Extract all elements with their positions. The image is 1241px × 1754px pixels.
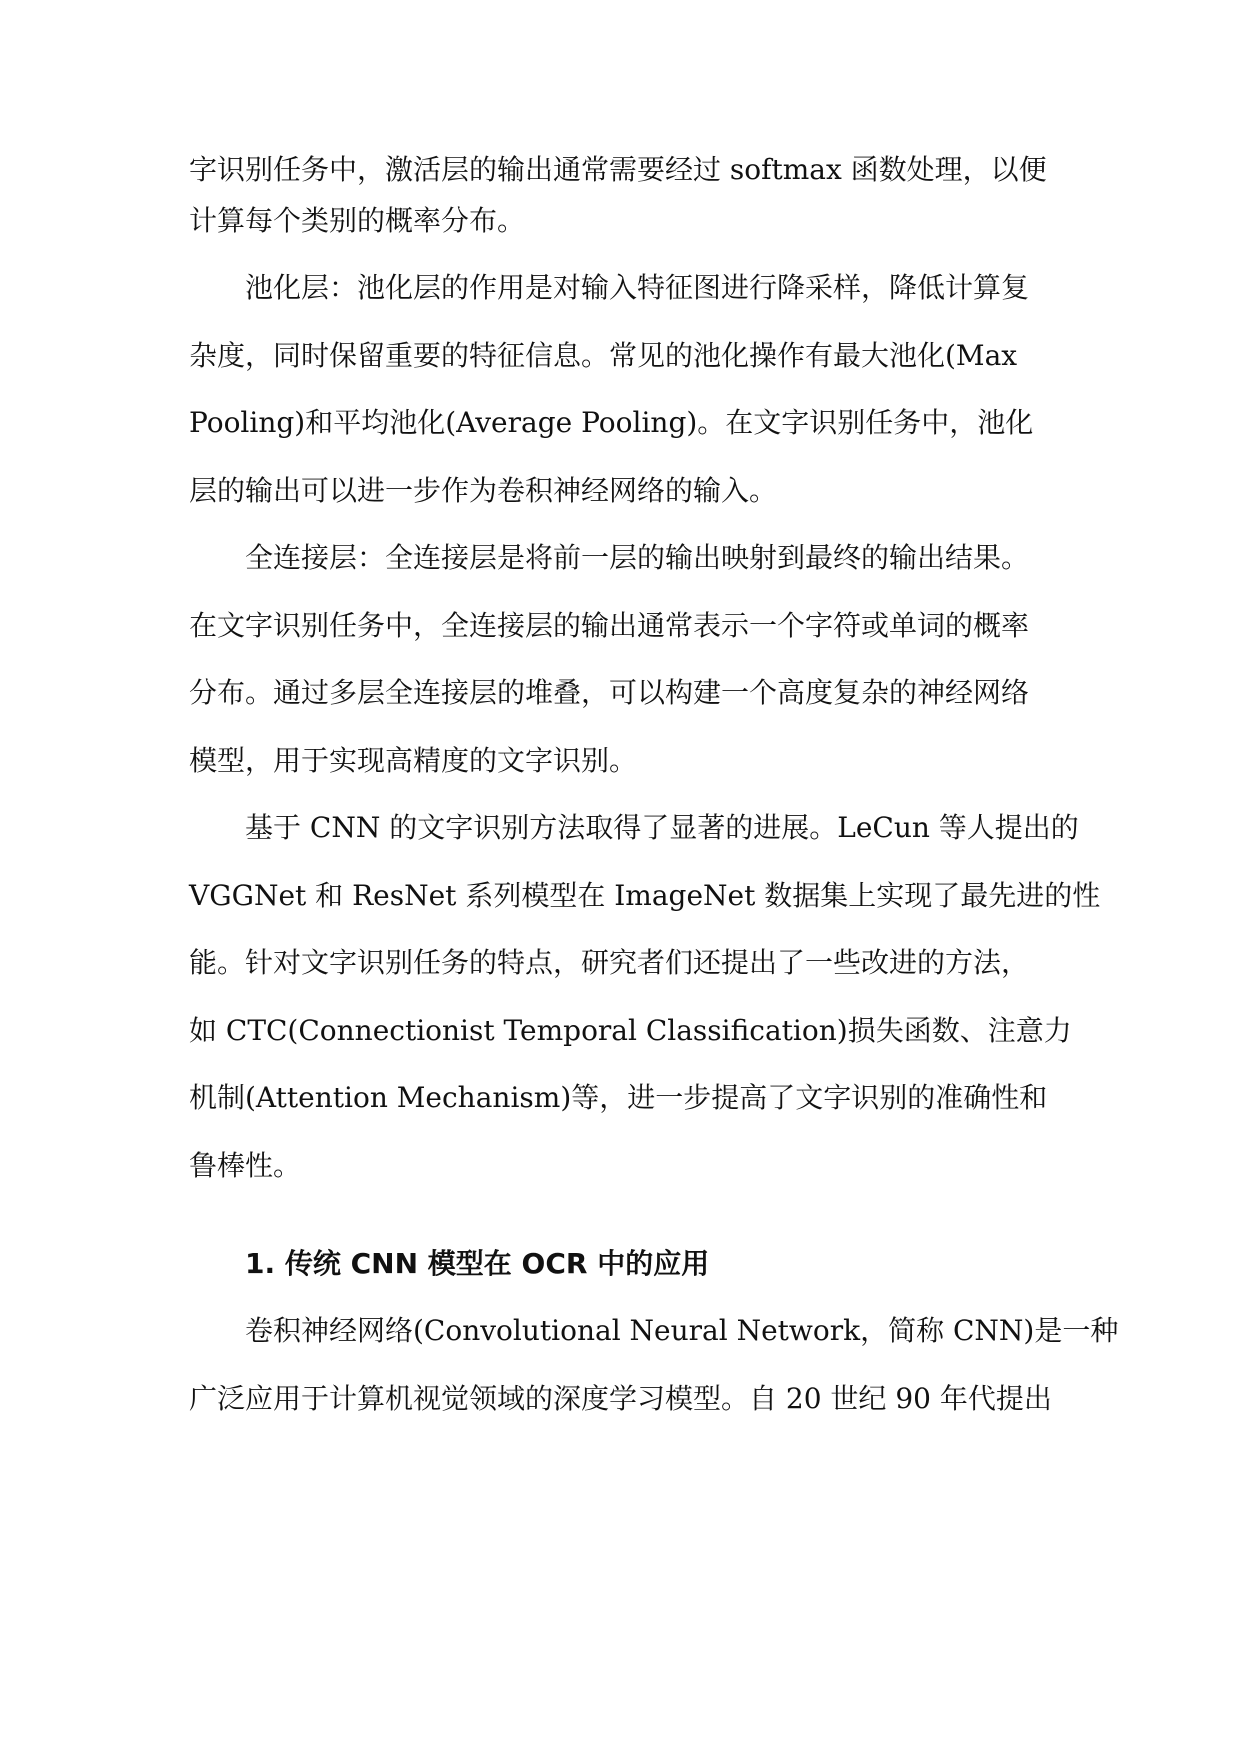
paragraph-line: 如 CTC(Connectionist Temporal Classification)损失函数、注意力 xyxy=(189,1014,1072,1047)
paragraph-line: 全连接层：全连接层是将前一层的输出映射到最终的输出结果。 xyxy=(245,541,1030,574)
paragraph-line: 分布。通过多层全连接层的堆叠，可以构建一个高度复杂的神经网络 xyxy=(189,676,1030,709)
paragraph-line: 鲁棒性。 xyxy=(189,1149,302,1182)
paragraph-line: 层的输出可以进一步作为卷积神经网络的输入。 xyxy=(189,474,778,507)
paragraph-line: 池化层：池化层的作用是对输入特征图进行降采样，降低计算复 xyxy=(245,271,1030,304)
paragraph-line: 能。针对文字识别任务的特点，研究者们还提出了一些改进的方法， xyxy=(189,946,1030,979)
paragraph-line: 机制(Attention Mechanism)等，进一步提高了文字识别的准确性和 xyxy=(189,1081,1048,1114)
paragraph-line: Pooling)和平均池化(Average Pooling)。在文字识别任务中，池化 xyxy=(189,406,1034,439)
paragraph-line: 在文字识别任务中，全连接层的输出通常表示一个字符或单词的概率 xyxy=(189,609,1030,642)
paragraph-line: 计算每个类别的概率分布。 xyxy=(189,204,526,237)
paragraph-line: 基于 CNN 的文字识别方法取得了显著的进展。LeCun 等人提出的 xyxy=(245,811,1079,844)
paragraph-line: VGGNet 和 ResNet 系列模型在 ImageNet 数据集上实现了最先进的性 xyxy=(189,879,1101,912)
paragraph-line: 模型，用于实现高精度的文字识别。 xyxy=(189,744,638,777)
paragraph-line: 广泛应用于计算机视觉领域的深度学习模型。自 20 世纪 90 年代提出 xyxy=(189,1382,1052,1415)
paragraph-line: 杂度，同时保留重要的特征信息。常见的池化操作有最大池化(Max xyxy=(189,339,1018,372)
section-heading: 1. 传统 CNN 模型在 OCR 中的应用 xyxy=(245,1247,710,1280)
paragraph-line: 字识别任务中，激活层的输出通常需要经过 softmax 函数处理，以便 xyxy=(189,153,1047,186)
paragraph-line: 卷积神经网络(Convolutional Neural Network，简称 CNN)是一种 xyxy=(245,1314,1119,1347)
